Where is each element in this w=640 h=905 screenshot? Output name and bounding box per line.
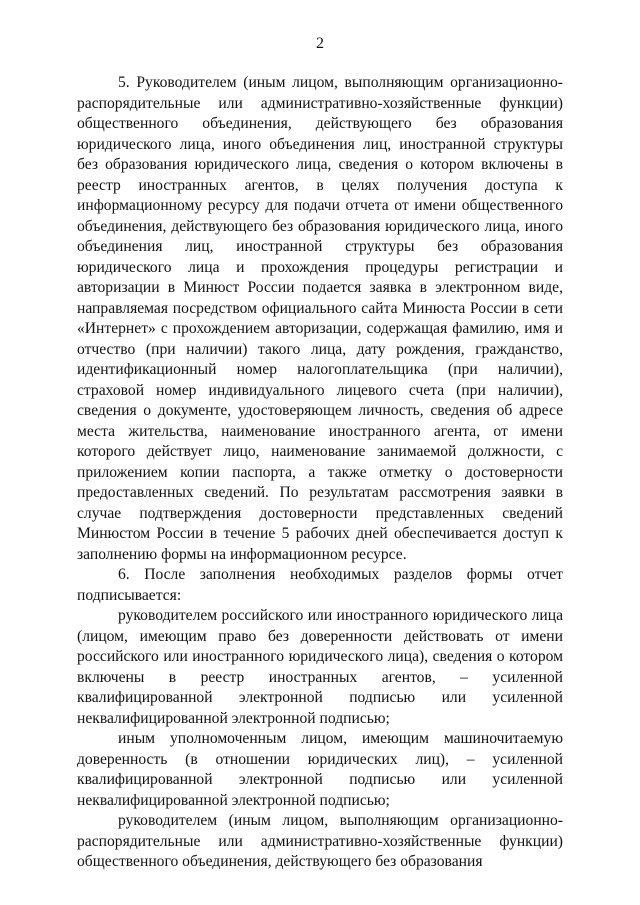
paragraph-signer-head-association: руководителем (иным лицом, выполняющим организационно-распорядительные или административно-хозяйственные функции) общественного объединения, действующего без образования — [77, 812, 563, 870]
paragraph-item-6: 6. После заполнения необходимых разделов формы отчет подписывается: — [77, 566, 563, 604]
paragraph-signer-authorized-person: иным уполномоченным лицом, имеющим машиночитаемую доверенность (в отношении юридических лиц), – усиленной квалифицированной электронной подписью или усиленной неквалифицированной электронной подписью; — [77, 730, 563, 809]
page-number: 2 — [316, 35, 324, 52]
paragraph-item-5: 5. Руководителем (иным лицом, выполняющим организационно-распорядительные или административно-хозяйственные функции) общественного объединения, действующего без образования юридического лица, иного объединения лиц, иностранной структуры без образования юридического лица, сведения о котором включены в реестр иностранных агентов, в целях получения доступа к информационному ресурсу для подачи отчета от имени общественного объединения, действующего без образования юридического лица, иного объединения лиц, иностранной структуры без образования юридического лица и прохождения процедуры регистрации и авторизации в Минюст России подается заявка в электронном виде, направляемая посредством официального сайта Минюста России в сети «Интернет» с прохождением авторизации, содержащая фамилию, имя и отчество (при наличии) такого лица, дату рождения, гражданство, идентификационный номер налогоплательщика (при наличии), страховой номер индивидуального лицевого счета (при наличии), сведения о документе, удостоверяющем личность, сведения об адресе места жительства, наименование иностранного агента, от имени которого действует лицо, наименование занимаемой должности, с приложением копии паспорта, а также отметку о достоверности предоставленных сведений. По результатам рассмотрения заявки в случае подтверждения достоверности представленных сведений Минюстом России в течение 5 рабочих дней обеспечивается доступ к заполнению формы на информационном ресурсе. — [77, 74, 563, 563]
paragraph-signer-head-legal-entity: руководителем российского или иностранного юридического лица (лицом, имеющим право без доверенности действовать от имени российского или иностранного юридического лица), сведения о котором включены в реестр иностранных агентов, – усиленной квалифицированной электронной подписью или усиленной неквалифицированной электронной подписью; — [77, 607, 563, 727]
document-body — [77, 73, 563, 873]
